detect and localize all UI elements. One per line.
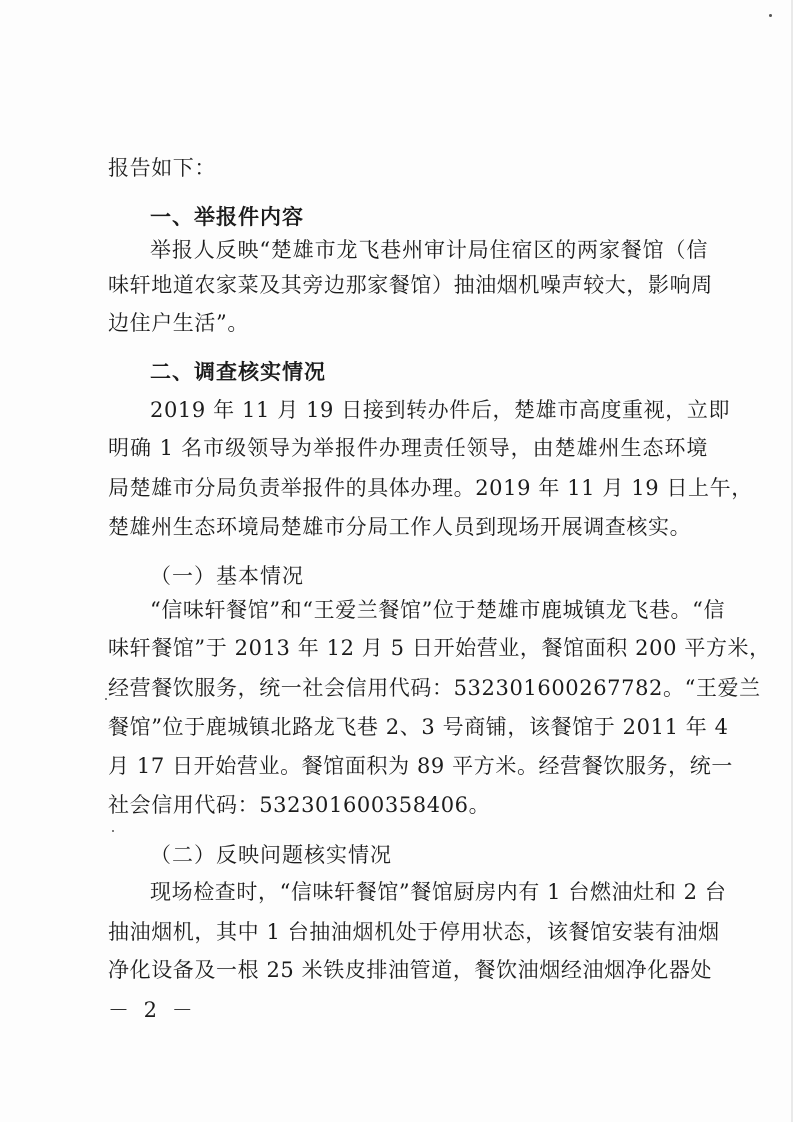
scan-speck	[112, 830, 114, 832]
paragraph-line: 举报人反映“楚雄市龙飞巷州审计局住宿区的两家餐馆（信	[150, 238, 708, 262]
paragraph-line: 边住户生活”。	[108, 311, 249, 335]
paragraph-line: “信味轩餐馆”和“王爱兰餐馆”位于楚雄市鹿城镇龙飞巷。“信	[150, 598, 726, 622]
paragraph-line: 楚雄州生态环境局楚雄市分局工作人员到现场开展调查核实。	[108, 515, 692, 539]
subsection-heading: （一）基本情况	[150, 564, 304, 588]
paragraph-line: 现场检查时，“信味轩餐馆”餐馆厨房内有 1 台燃油灶和 2 台	[150, 880, 727, 904]
paragraph-line: 净化设备及一根 25 米铁皮排油管道，餐饮油烟经油烟净化器处	[108, 958, 713, 982]
paragraph-line: 餐馆”位于鹿城镇北路龙飞巷 2、3 号商铺，该餐馆于 2011 年 4	[108, 715, 729, 739]
paragraph-line: 味轩地道农家菜及其旁边那家餐馆）抽油烟机噪声较大，影响周	[108, 273, 713, 297]
section-heading: 一、举报件内容	[150, 205, 304, 229]
paragraph-line: 2019 年 11 月 19 日接到转办件后，楚雄市高度重视，立即	[150, 398, 731, 422]
paragraph-line: 月 17 日开始营业。餐馆面积为 89 平方米。经营餐饮服务，统一	[108, 754, 733, 778]
paragraph-line: 味轩餐馆”于 2013 年 12 月 5 日开始营业，餐馆面积 200 平方米，	[108, 636, 771, 660]
scan-speck	[105, 698, 107, 700]
paragraph-line: 局楚雄市分局负责举报件的具体办理。2019 年 11 月 19 日上午，	[108, 476, 753, 500]
subsection-heading: （二）反映问题核实情况	[150, 843, 392, 867]
paragraph-line: 经营餐饮服务，统一社会信用代码：532301600267782。“王爱兰	[108, 676, 761, 700]
section-heading: 二、调查核实情况	[150, 360, 326, 384]
text-line: 报告如下：	[108, 156, 216, 180]
page-number: － 2 －	[108, 998, 197, 1022]
paragraph-line: 社会信用代码：532301600358406。	[108, 793, 491, 817]
paragraph-line: 明确 1 名市级领导为举报件办理责任领导，由楚雄州生态环境	[108, 436, 708, 460]
scan-speck	[769, 14, 772, 17]
paragraph-line: 抽油烟机，其中 1 台抽油烟机处于停用状态，该餐馆安装有油烟	[108, 920, 720, 944]
